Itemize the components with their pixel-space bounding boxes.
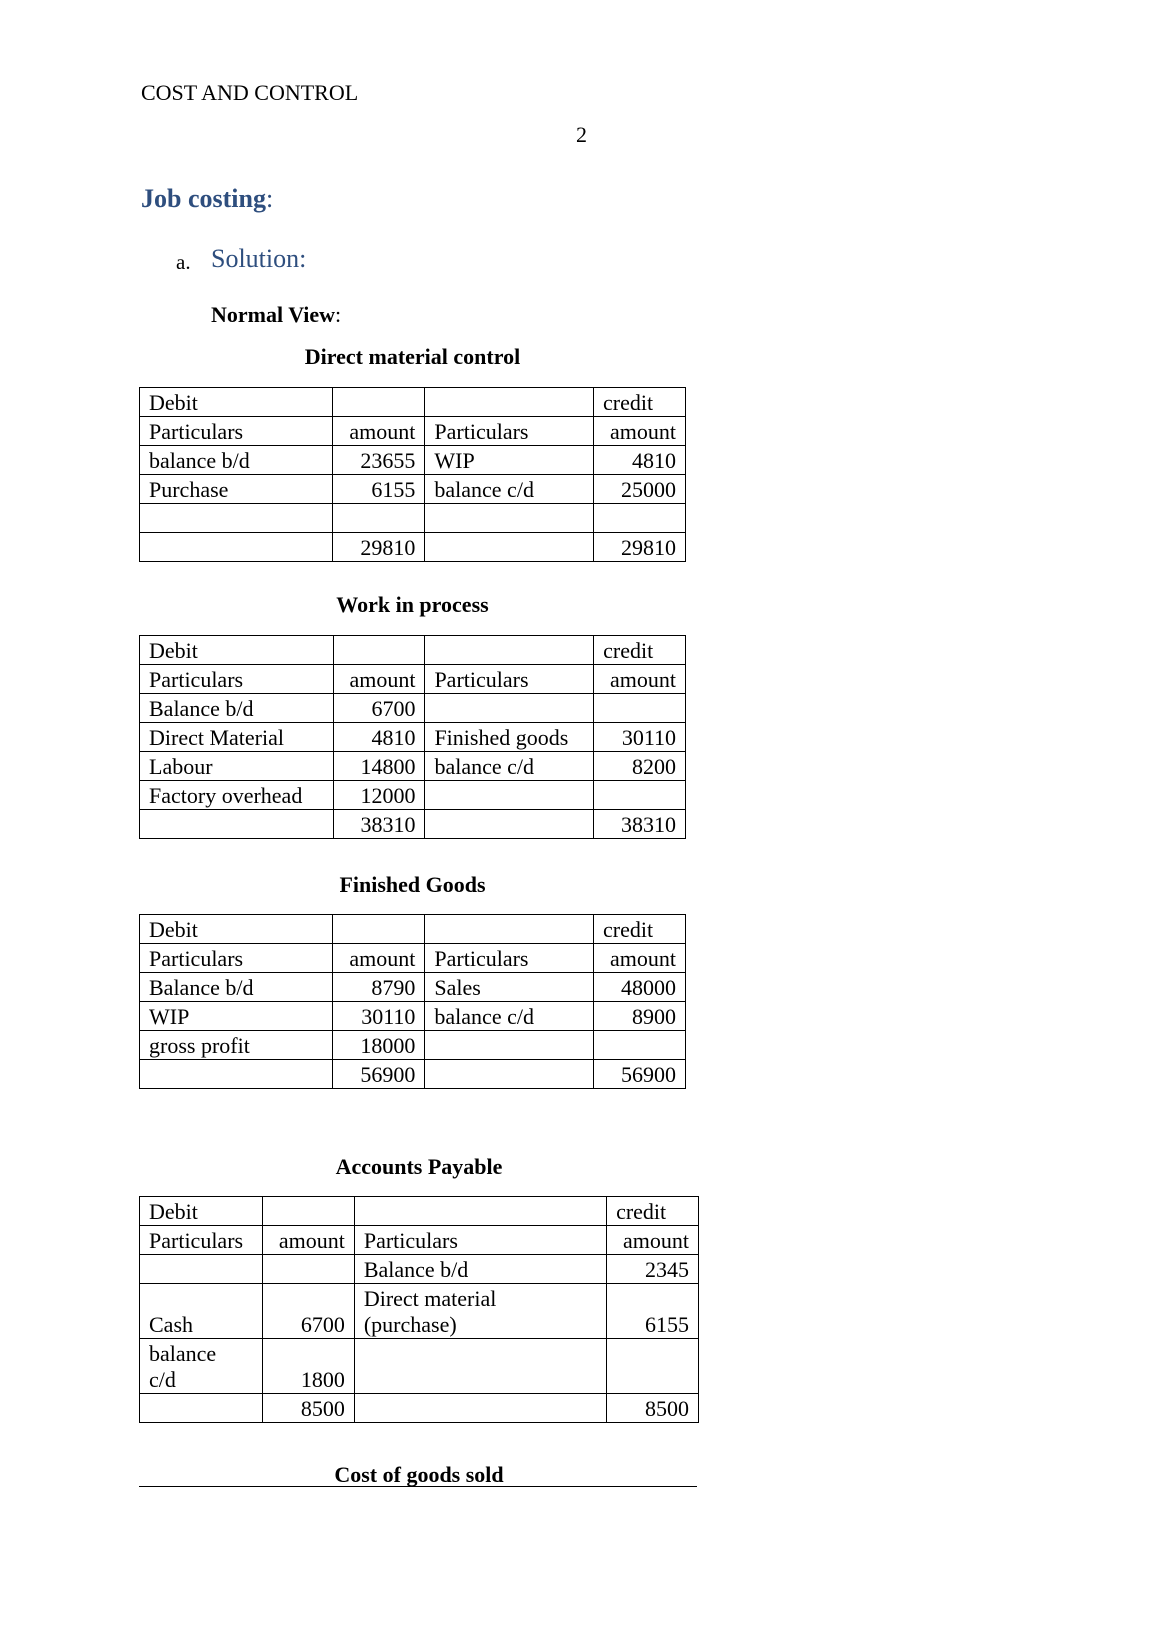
table-row <box>140 1284 699 1339</box>
table-cell <box>425 636 594 665</box>
table-cell: Debit <box>140 636 334 665</box>
table-cell <box>333 388 425 417</box>
table-cell <box>594 781 686 810</box>
view-label <box>211 302 341 328</box>
table-cell: WIP <box>425 446 594 475</box>
table-cell: gross profit <box>140 1031 333 1060</box>
table-cell <box>140 1255 263 1284</box>
table-caption-work-in-process: Work in process <box>336 592 489 617</box>
table-cell: balance c/d <box>425 1002 594 1031</box>
section-heading-text: Job costing <box>141 184 266 213</box>
table-cell <box>425 915 594 944</box>
table-cell: Particulars <box>425 665 594 694</box>
table-row <box>140 636 686 665</box>
table-cell <box>140 810 334 839</box>
table-cell: 4810 <box>333 723 425 752</box>
table-cell: balance c/d <box>425 475 594 504</box>
page-number: 2 <box>576 122 587 147</box>
table-cell: Finished goods <box>425 723 594 752</box>
table-row <box>140 1197 699 1226</box>
table-caption-finished-goods: Finished Goods <box>339 872 486 897</box>
table-cell: amount <box>262 1226 354 1255</box>
table-cell: Particulars <box>425 417 594 446</box>
table-cell <box>425 781 594 810</box>
table-cell <box>140 1394 263 1423</box>
table-cell: 56900 <box>594 1060 686 1089</box>
table-cell: amount <box>594 665 686 694</box>
table-cell <box>425 1060 594 1089</box>
table-cell: Sales <box>425 973 594 1002</box>
table-cell: 8500 <box>607 1394 699 1423</box>
table-cell: 25000 <box>594 475 686 504</box>
table-caption-cost-of-goods-sold: Cost of goods sold <box>334 1462 504 1487</box>
table-cell: amount <box>594 944 686 973</box>
table-cell <box>594 1031 686 1060</box>
table-cell <box>333 504 425 533</box>
finished-goods-table <box>139 914 686 1089</box>
table-caption-direct-material: Direct material control <box>304 344 521 369</box>
work-in-process-table <box>139 635 686 839</box>
table-cell: 8900 <box>594 1002 686 1031</box>
table-cell: Particulars <box>140 665 334 694</box>
table-cell <box>594 694 686 723</box>
table-cell <box>140 533 333 562</box>
table-cell: 29810 <box>594 533 686 562</box>
table-cell: amount <box>333 665 425 694</box>
table-cell: credit <box>594 915 686 944</box>
table-cell: Direct material (purchase) <box>354 1284 606 1339</box>
view-label-colon: : <box>335 302 342 327</box>
table-cell <box>425 810 594 839</box>
table-cell: balance c/d <box>425 752 594 781</box>
table-cell: Particulars <box>140 944 333 973</box>
table-cell: amount <box>607 1226 699 1255</box>
table-cell: Labour <box>140 752 334 781</box>
table-cell <box>425 694 594 723</box>
table-cell: Balance b/d <box>140 973 333 1002</box>
table-cell <box>354 1197 606 1226</box>
table-cell <box>425 504 594 533</box>
direct-material-table <box>139 387 686 562</box>
table-cell: Debit <box>140 388 333 417</box>
table-cell: credit <box>594 636 686 665</box>
table-row <box>140 388 686 417</box>
table-cell: Particulars <box>354 1226 606 1255</box>
table-cell <box>425 388 594 417</box>
table-cell <box>607 1339 699 1394</box>
table-cell <box>262 1255 354 1284</box>
list-marker: a. <box>176 250 191 274</box>
table-cell: Cash <box>140 1284 263 1339</box>
table-cell <box>425 533 594 562</box>
table-cell: 30110 <box>333 1002 425 1031</box>
table-cell: 48000 <box>594 973 686 1002</box>
table-cell: 8500 <box>262 1394 354 1423</box>
accounts-payable-table <box>139 1196 699 1423</box>
table-cell: Debit <box>140 915 333 944</box>
table-row <box>140 417 686 446</box>
table-cell: Balance b/d <box>354 1255 606 1284</box>
table-row <box>140 475 686 504</box>
table-row <box>140 1255 699 1284</box>
table-cell <box>425 1031 594 1060</box>
table-cell: 12000 <box>333 781 425 810</box>
table-cell <box>140 1060 333 1089</box>
table-cell: Purchase <box>140 475 333 504</box>
table-row <box>140 504 686 533</box>
table-cell: 6155 <box>607 1284 699 1339</box>
table-cell: 38310 <box>333 810 425 839</box>
table-cell: 38310 <box>594 810 686 839</box>
section-heading-colon: : <box>265 184 274 213</box>
table-cell: 8200 <box>594 752 686 781</box>
table-cell: 56900 <box>333 1060 425 1089</box>
table-cell: balance b/d <box>140 446 333 475</box>
table-row <box>140 1339 699 1394</box>
table-cell: Particulars <box>140 417 333 446</box>
table-cell: 6700 <box>333 694 425 723</box>
table-caption-accounts-payable: Accounts Payable <box>335 1154 503 1179</box>
table-row <box>140 446 686 475</box>
table-cell: Debit <box>140 1197 263 1226</box>
sub-heading: Solution: <box>211 244 307 273</box>
table-cell <box>262 1197 354 1226</box>
table-cell: 14800 <box>333 752 425 781</box>
table-row <box>140 1394 699 1423</box>
table-cell: WIP <box>140 1002 333 1031</box>
table-cell: 18000 <box>333 1031 425 1060</box>
table-row <box>140 915 686 944</box>
table-cell: Direct Material <box>140 723 334 752</box>
table-row <box>140 1031 686 1060</box>
table-cell: amount <box>333 417 425 446</box>
view-label-text: Normal View <box>211 302 336 327</box>
table-row <box>140 1060 686 1089</box>
table-row <box>140 665 686 694</box>
table-cell <box>333 636 425 665</box>
table-cell: 1800 <box>262 1339 354 1394</box>
table-top-border <box>139 1486 697 1487</box>
table-cell: Particulars <box>140 1226 263 1255</box>
table-cell: Factory overhead <box>140 781 334 810</box>
table-cell: 30110 <box>594 723 686 752</box>
table-cell: 6155 <box>333 475 425 504</box>
table-row <box>140 1002 686 1031</box>
table-row <box>140 944 686 973</box>
table-cell: 2345 <box>607 1255 699 1284</box>
table-cell: Balance b/d <box>140 694 334 723</box>
table-cell: amount <box>333 944 425 973</box>
table-cell: 29810 <box>333 533 425 562</box>
table-cell: amount <box>594 417 686 446</box>
running-header: COST AND CONTROL <box>141 80 359 105</box>
table-cell: balance c/d <box>140 1339 263 1394</box>
table-cell: 8790 <box>333 973 425 1002</box>
table-cell <box>140 504 333 533</box>
table-cell: 6700 <box>262 1284 354 1339</box>
table-row <box>140 694 686 723</box>
section-heading <box>141 184 273 214</box>
table-row <box>140 752 686 781</box>
table-cell <box>594 504 686 533</box>
table-row <box>140 810 686 839</box>
table-cell: Particulars <box>425 944 594 973</box>
table-cell <box>354 1394 606 1423</box>
table-row <box>140 533 686 562</box>
table-cell: credit <box>594 388 686 417</box>
table-row <box>140 781 686 810</box>
table-cell <box>333 915 425 944</box>
table-row <box>140 973 686 1002</box>
table-cell: 23655 <box>333 446 425 475</box>
table-cell: credit <box>607 1197 699 1226</box>
table-row <box>140 723 686 752</box>
table-cell <box>354 1339 606 1394</box>
table-row <box>140 1226 699 1255</box>
table-cell: 4810 <box>594 446 686 475</box>
